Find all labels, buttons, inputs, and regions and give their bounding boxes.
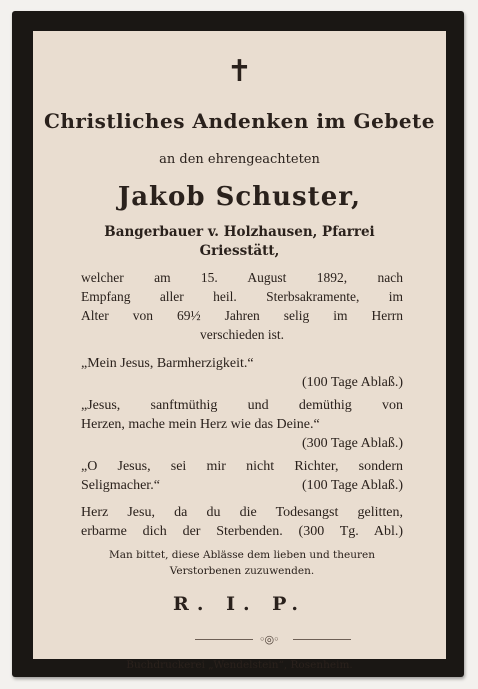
indulgence-label: (300 Tage Ablaß.) <box>301 436 403 451</box>
cross-icon: ✝ <box>226 54 253 89</box>
divider-rule-left <box>195 639 253 640</box>
intro-line: an den ehrengeachteten <box>159 152 320 167</box>
bio-line: welcher am 15. August 1892, nach <box>81 270 403 285</box>
parish-line: Griesstätt, <box>199 243 280 259</box>
prayer-line: Herzen, mache mein Herz wie das Deine.“ <box>81 417 320 432</box>
request-note <box>81 547 403 579</box>
rip-label: R. I. P. <box>173 593 306 615</box>
prayer-1 <box>81 354 403 392</box>
bio-block <box>81 268 403 344</box>
bio-line: Empfang aller heil. Sterbsakramente, im <box>81 289 403 304</box>
deceased-name: Jakob Schuster, <box>117 182 362 212</box>
ornament-icon: ◦◎◦ <box>259 633 279 646</box>
prayer-line: „O Jesus, sei mir nicht Richter, sondern <box>81 459 403 474</box>
request-line: Verstorbenen zuzuwenden. <box>169 565 315 577</box>
divider-rule-right <box>293 639 351 640</box>
prayer-line: Seligmacher.“ <box>81 478 160 493</box>
occupation-line: Bangerbauer v. Holzhausen, Pfarrei <box>104 224 375 240</box>
bio-line: Alter von 69½ Jahren selig im Herrn <box>81 308 403 323</box>
indulgence-label: (100 Tage Ablaß.) <box>301 375 403 390</box>
ornament-divider <box>195 635 351 645</box>
bio-line: verschieden ist. <box>200 327 284 342</box>
prayer-3 <box>81 457 403 495</box>
prayer-line: „Jesus, sanftmüthig und demüthig von <box>81 398 403 413</box>
printer-imprint: Buchdruckerei „Wendelstein“, Rosenheim. <box>126 659 353 671</box>
prayer-line: „Mein Jesus, Barmherzigkeit.“ <box>81 356 254 371</box>
prayer-last-row <box>81 476 403 495</box>
prayer-line: erbarme dich der Sterbenden. (300 Tg. Abl.) <box>81 524 403 539</box>
card-title: Christliches Andenken im Gebete <box>43 109 436 133</box>
memorial-card <box>12 11 464 677</box>
indulgence-label: (100 Tage Ablaß.) <box>301 478 403 493</box>
final-prayer <box>81 503 403 541</box>
request-line: Man bittet, diese Ablässe dem lieben und theuren <box>109 549 375 561</box>
prayer-2 <box>81 396 403 453</box>
card-paper <box>33 31 446 671</box>
prayer-line: Herz Jesu, da du die Todesangst gelitten, <box>81 505 403 520</box>
